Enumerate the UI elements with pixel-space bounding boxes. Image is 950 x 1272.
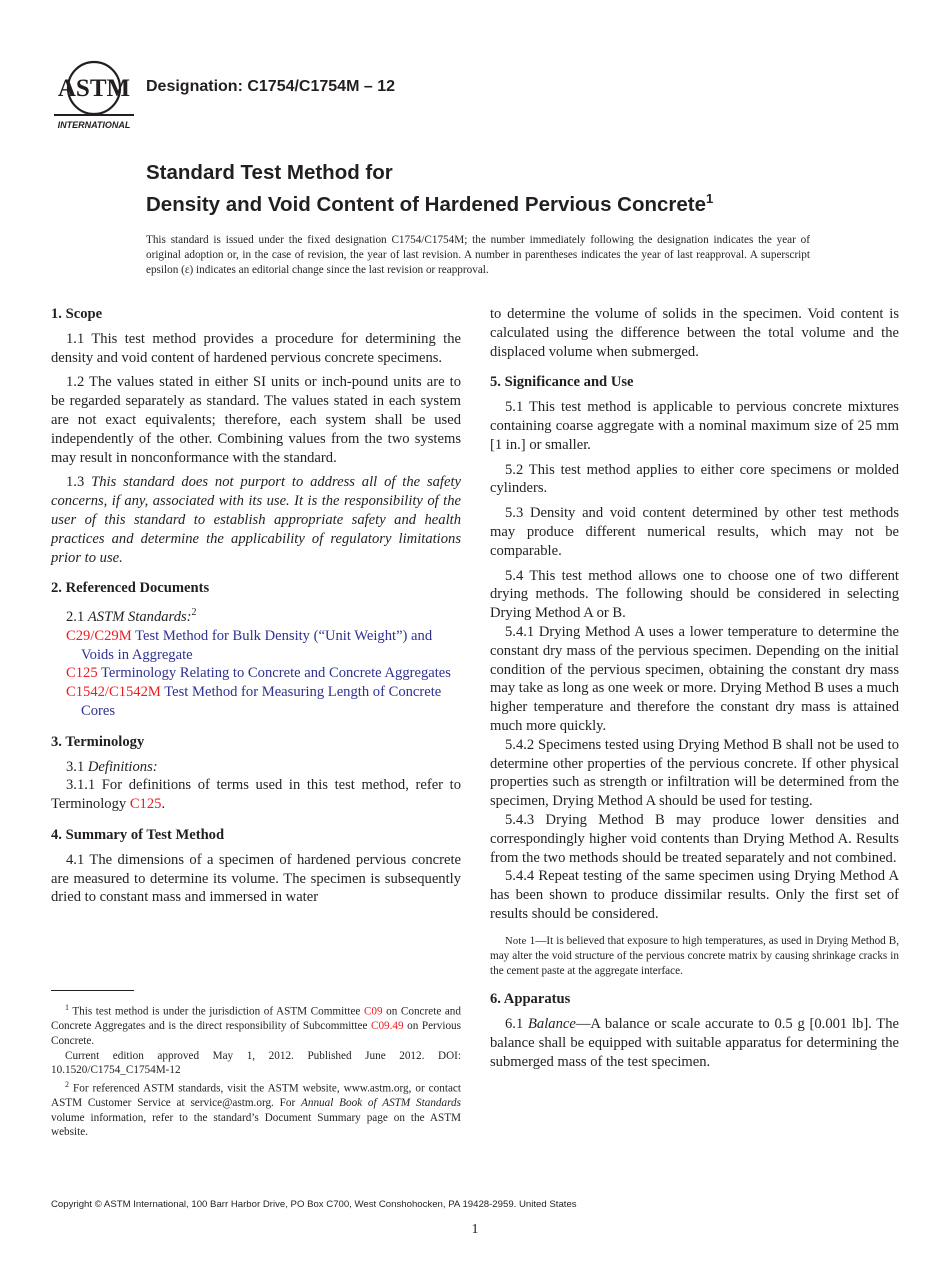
reference-item: C125 Terminology Relating to Concrete and Concrete Aggregates	[66, 665, 451, 682]
paragraph-3-1: 3.1 Definitions:	[66, 758, 158, 775]
footnote-link-c09-49[interactable]: C09.49	[370, 1020, 404, 1033]
reference-link-c125[interactable]: C125	[66, 665, 98, 682]
paragraph-5-2: 5.2 This test method applies to either core specimens or molded cylinders.	[490, 461, 899, 497]
section-heading-scope: 1. Scope	[51, 306, 103, 322]
section-heading-apparatus: 6. Apparatus	[490, 991, 571, 1008]
note-1: Note 1—It is believed that exposure to high temperatures, as used in Drying Method B, may alter the void structure of the pervious concrete matrix by causing shrinkage cracks in the cement paste at the aggregate interface.	[490, 934, 899, 977]
paragraph-5-4-2: 5.4.2 Specimens tested using Drying Method B shall not be used to determine other properties of the pervious concrete. If other physical properties such as strength or infiltration will be determined from the specimen, Drying Method A should be used for testing.	[490, 736, 899, 810]
paragraph-5-4: 5.4 This test method allows one to choose one of two different drying methods. The following should be considered in selecting Drying Method A or B.	[490, 567, 899, 622]
title-footnote-mark: 1	[706, 191, 714, 206]
section-heading-terminology: 3. Terminology	[51, 733, 145, 750]
section-heading-summary: 4. Summary of Test Method	[51, 826, 225, 843]
reference-item: C1542/C1542M Test Method for Measuring Length of Concrete Cores	[66, 684, 442, 719]
page-number: 1	[471, 1222, 479, 1237]
paragraph-2-1: 2.1 ASTM Standards:$^2$	[66, 607, 197, 626]
logo-org-text: INTERNATIONAL	[57, 120, 131, 130]
title-line-1: Standard Test Method for	[146, 161, 393, 184]
page-title	[146, 160, 906, 218]
astm-logo	[52, 58, 136, 132]
designation-notice: This standard is issued under the fixed designation C1754/C1754M; the number immediately following the designation indicates the year of original adoption or, in the case of revision, the year of last revision. A number in parentheses indicates the year of last reapproval. A superscript epsilon (ε) indicates an editorial change since the last revision or reapproval.	[146, 234, 810, 276]
paragraph-1-3: 1.3 This standard does not purport to address all of the safety concerns, if any, associated with its use. It is the responsibility of the user of this standard to establish appropriate safety and health practices and determine the applicability of regulatory limitations prior to use.	[51, 474, 461, 566]
paragraph-4-1: 4.1 The dimensions of a specimen of hardened pervious concrete are measured to determine its volume. The specimen is subsequently dried to constant mass and immersed in water	[51, 851, 461, 906]
footnote-edition: Current edition approved May 1, 2012. Published June 2012. DOI: 10.1520/C1754_C1754M-12	[51, 1049, 461, 1077]
paragraph-5-4-3: 5.4.3 Drying Method B may produce lower densities and correspondingly higher void contents than Drying Method A. Results from the two methods should be treated separately and not combined.	[490, 811, 899, 866]
paragraph-5-4-1: 5.4.1 Drying Method A uses a lower temperature to determine the constant dry mass of the pervious specimen. Depending on the initial condition of the pervious specimen, obtaining the constant dry mass may take as long as one week or more. Drying Method B uses a much higher temperature and therefore the constant dry mass is attained much more quickly.	[490, 623, 899, 734]
paragraph-5-1: 5.1 This test method is applicable to pervious concrete mixtures containing coarse aggregate with a nominal maximum size of 25 mm [1 in.] or smaller.	[490, 399, 899, 453]
paragraph-1-1: 1.1 This test method provides a procedure for determining the density and void content of hardened pervious concrete specimens.	[51, 330, 461, 366]
terminology-link-c125[interactable]: C125	[129, 796, 162, 813]
reference-link-c29[interactable]: C29/C29M	[66, 627, 132, 644]
designation: Designation: C1754/C1754M – 12	[146, 78, 395, 95]
footnote-divider	[51, 990, 134, 991]
section-heading-significance: 5. Significance and Use	[490, 374, 634, 391]
logo-mark-text: ASTM	[57, 75, 131, 102]
footnote-1: $^1$ This test method is under the jurisdiction of ASTM Committee C09 on Concrete and Concrete Aggregates and is the direct responsibility of Subcommittee C09.49 on Pervious Concrete.	[51, 1003, 462, 1047]
title-line-2: Density and Void Content of Hardened Pervious Concrete$^1$	[146, 191, 714, 216]
reference-item: C29/C29M Test Method for Bulk Density (“Unit Weight”) and Voids in Aggregate	[66, 627, 433, 663]
right-column	[490, 305, 899, 1072]
paragraph-5-3: 5.3 Density and void content determined by other test methods may produce different numerical results, which may not be comparable.	[490, 505, 899, 559]
left-column	[51, 305, 461, 907]
footnote-link-c09[interactable]: C09	[363, 1005, 383, 1018]
paragraph-1-2: 1.2 The values stated in either SI units or inch-pound units are to be regarded separately as standard. The values stated in each system are not exact equivalents; therefore, each system shall be used independently of the other. Combining values from the two systems may result in nonconformance with the standard.	[51, 374, 461, 466]
paragraph-6-1: 6.1 Balance—A balance or scale accurate to 0.5 g [0.001 lb]. The balance shall be equipped with suitable apparatus for determining the submerged mass of the test specimen.	[490, 1016, 899, 1070]
footnotes	[51, 1001, 461, 1140]
paragraph-3-1-1: 3.1.1 For definitions of terms used in this test method, refer to Terminology C125.	[51, 777, 461, 813]
paragraph-4-1-continued: to determine the volume of solids in the specimen. Void content is calculated using the difference between the total volume and the displaced volume when submerged.	[490, 306, 899, 360]
paragraph-5-4-4: 5.4.4 Repeat testing of the same specimen using Drying Method A has been shown to produce dissimilar results. Only the first set of results should be considered.	[490, 868, 899, 922]
footnote-2: $^2$ For referenced ASTM standards, visit the ASTM website, www.astm.org, or contact ASTM Customer Service at service@astm.org. For Annual Book of ASTM Standards volume information, refer to the standard’s Document Summary page on the ASTM website.	[51, 1079, 461, 1139]
section-heading-referenced-documents: 2. Referenced Documents	[51, 580, 210, 597]
astm-logo-icon	[52, 58, 136, 132]
reference-link-c1542[interactable]: C1542/C1542M	[66, 684, 161, 701]
copyright-notice: Copyright © ASTM International, 100 Barr Harbor Drive, PO Box C700, West Conshohocken, PA 19428-2959. United States	[51, 1199, 577, 1210]
